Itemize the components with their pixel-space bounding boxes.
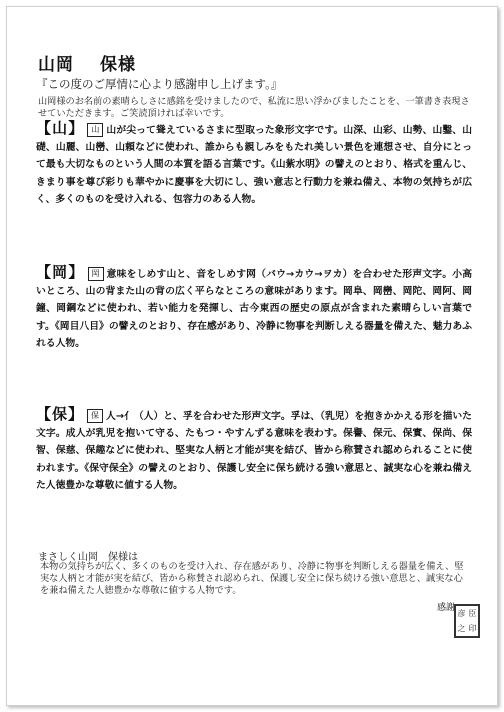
- seal-stamp: [454, 604, 480, 638]
- summary-heading: まさしく山岡 保様は: [38, 552, 138, 563]
- section-head: 【保】: [36, 405, 85, 423]
- section-oka: [36, 264, 472, 352]
- stamp-char: 彦: [457, 609, 466, 618]
- subtitle: 『この度のご厚情に心より感謝申し上げます。』: [36, 77, 283, 91]
- section-tamotsu: [36, 406, 472, 494]
- section-head: 【岡】: [36, 263, 85, 281]
- signature: 感謝: [437, 603, 456, 613]
- stamp-char: 印: [468, 624, 477, 633]
- summary-paragraph: 本物の気持ちが広く、多くのものを受け入れ、存在感があり、冷静に物事を判断しえる器量を備え、堅実な人柄と才能が実を結び、皆から称賛され認められ、保護し安全に保ち続ける強い意思と、誠実な心を兼ね備えた人徳豊かな尊敬に値する人物です。: [40, 561, 464, 596]
- stamp-char: 之: [457, 624, 466, 633]
- section-yama: [36, 120, 472, 208]
- intro-paragraph: 山岡様のお名前の素晴らしさに感銘を受けましたので、私流に思い浮かびましたことを、一筆書き表現させていただきます。ご笑読頂ければ幸いです。: [38, 96, 470, 119]
- seal-script-glyph: 岡: [88, 267, 104, 281]
- section-text: 意味をしめす山と、音をしめす网（バウ→カウ→ヲカ）を合わせた形声文字。小高いところ、山の背また山の背の広く平らなところの意味があります。岡阜、岡巒、岡陀、岡阿、岡鐘、岡鋼などに使われ、若い能力を発揮し、古今東西の歴史の原点が含まれた素晴らしい言葉です。《岡目八目》の譬えのとおり、存在感があり、冷静に物事を判断しえる器量を備えた、魅力あふれる人物。: [36, 269, 472, 349]
- section-head: 【山】: [36, 119, 85, 137]
- seal-script-glyph: 保: [87, 409, 103, 423]
- page-title: [38, 50, 136, 75]
- stamp-char: 臣: [468, 609, 477, 618]
- section-text: 人→亻（人）と、孚を合わせた形声文字。孚は、（乳児）を抱きかかえる形を描いた文字。成人が乳児を抱いて守る、たもつ・やすんずる意味を表わす。保譽、保元、保實、保尚、保智、保慈、保趣などに使われ、堅実な人柄と才能が実を結び、皆から称賛され認められることに使われます。《保守保全》の譬えのとおり、保護し安全に保ち続ける強い意思と、誠実な心を兼ね備えた人徳豊かな尊敬に値する人物。: [36, 411, 472, 491]
- title-surname: 山岡: [38, 55, 74, 75]
- seal-script-glyph: 山: [87, 123, 103, 137]
- section-text: 山が尖って聳えているさまに型取った象形文字です。山深、山彩、山勢、山鑿、山礎、山麗、山巒、山頼などに使われ、誰からも親しみをもたれ美しい景色を連想させ、自分にとって最も大切なものという人間の本質を語る言葉です。《山紫水明》の譬えのとおり、格式を重んじ、きまり事を尊び彩りも華やかに慶事を大切にし、強い意志と行動力を兼ね備え、本物の気持ちが広く、多くのものを受け入れる、包容力のある人物。: [36, 125, 472, 205]
- title-given: 保様: [100, 55, 136, 75]
